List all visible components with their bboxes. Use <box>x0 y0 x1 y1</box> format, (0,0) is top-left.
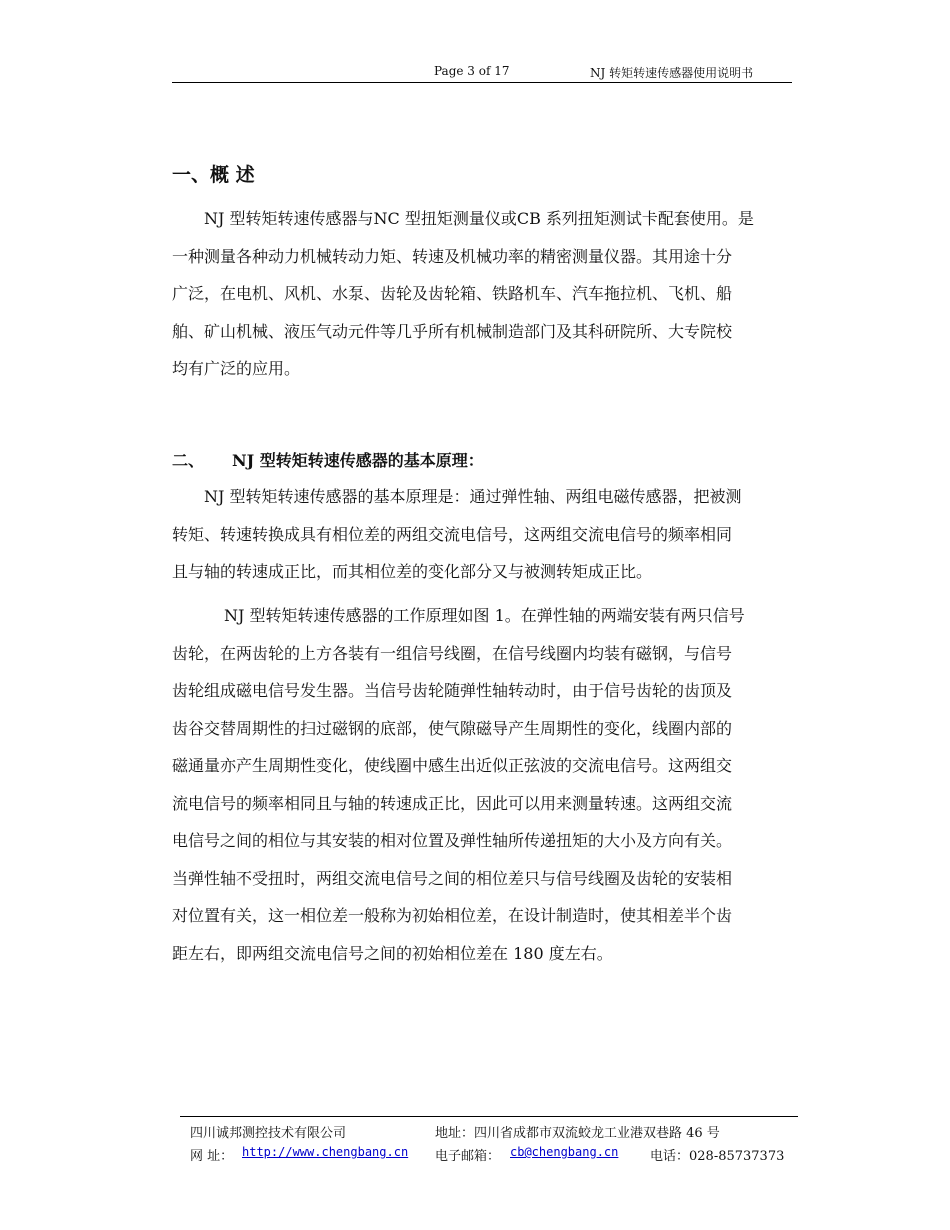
paragraph-line: 磁通量亦产生周期性变化，使线圈中感生出近似正弦波的交流电信号。这两组交 <box>172 756 733 775</box>
paragraph-line: 电信号之间的相位与其安装的相对位置及弹性轴所传递扭矩的大小及方向有关。 <box>172 831 733 850</box>
email-link[interactable]: cb@chengbang.cn <box>510 1145 619 1159</box>
paragraph-line: 流电信号的频率相同且与轴的转速成正比，因此可以用来测量转速。这两组交流 <box>172 793 733 813</box>
footer-divider <box>180 1116 798 1117</box>
paragraph-line: NJ 型转矩转速传感器的基本原理是：通过弹性轴、两组电磁传感器，把被测 <box>204 487 742 506</box>
paragraph-line: 舶、矿山机械、液压气动元件等几乎所有机械制造部门及其科研院所、大专院校 <box>172 321 733 341</box>
section-1-paragraph <box>172 200 792 388</box>
section-1-heading <box>172 160 255 187</box>
section-2-paragraph-1 <box>172 478 792 591</box>
website-label: 网 址： <box>190 1149 234 1164</box>
section-2-number: 二、 <box>172 451 205 470</box>
paragraph-line: 一种测量各种动力机械转动力矩、转速及机械功率的精密测量仪器。其用途十分 <box>172 246 733 266</box>
company-name: 四川诚邦测控技术有限公司 <box>190 1126 347 1141</box>
paragraph-line: NJ 型转矩转速传感器的工作原理如图 1。在弹性轴的两端安装有两只信号 <box>224 606 745 625</box>
paragraph-line: 齿谷交替周期性的扫过磁钢的底部，使气隙磁导产生周期性的变化，线圈内部的 <box>172 718 733 738</box>
paragraph-line: 广泛，在电机、风机、水泵、齿轮及齿轮箱、铁路机车、汽车拖拉机、飞机、船 <box>172 284 733 303</box>
paragraph-line: 距左右，即两组交流电信号之间的初始相位差在 180 度左右。 <box>172 943 613 963</box>
company-address: 地址：四川省成都市双流蛟龙工业港双巷路 46 号 <box>435 1126 720 1141</box>
paragraph-line: 对位置有关，这一相位差一般称为初始相位差，在设计制造时，使其相差半个齿 <box>172 906 733 925</box>
email-label: 电子邮箱： <box>435 1149 501 1164</box>
paragraph-line: 均有广泛的应用。 <box>172 359 301 378</box>
paragraph-line: 转矩、转速转换成具有相位差的两组交流电信号，这两组交流电信号的频率相同 <box>172 524 733 544</box>
paragraph-line: 齿轮组成磁电信号发生器。当信号齿轮随弹性轴转动时，由于信号齿轮的齿顶及 <box>172 681 733 700</box>
phone-number: 电话：028-85737373 <box>650 1149 785 1164</box>
paragraph-line: NJ 型转矩转速传感器与NC 型扭矩测量仪或CB 系列扭矩测试卡配套使用。是 <box>204 209 754 228</box>
website-link[interactable]: http://www.chengbang.cn <box>242 1145 409 1159</box>
document-title: NJ 转矩转速传感器使用说明书 <box>590 66 754 80</box>
section-1-title: 一、概 述 <box>172 164 255 186</box>
paragraph-line: 齿轮，在两齿轮的上方各装有一组信号线圈，在信号线圈内均装有磁钢，与信号 <box>172 643 733 663</box>
page-header <box>172 64 792 82</box>
paragraph-line: 当弹性轴不受扭时，两组交流电信号之间的相位差只与信号线圈及齿轮的安装相 <box>172 868 733 888</box>
section-2-paragraph-2 <box>172 597 792 972</box>
paragraph-line: 且与轴的转速成正比，而其相位差的变化部分又与被测转矩成正比。 <box>172 562 653 581</box>
section-2-title: NJ 型转矩转速传感器的基本原理： <box>232 451 484 470</box>
page-number: Page 3 of 17 <box>434 64 510 78</box>
header-divider <box>172 82 792 83</box>
